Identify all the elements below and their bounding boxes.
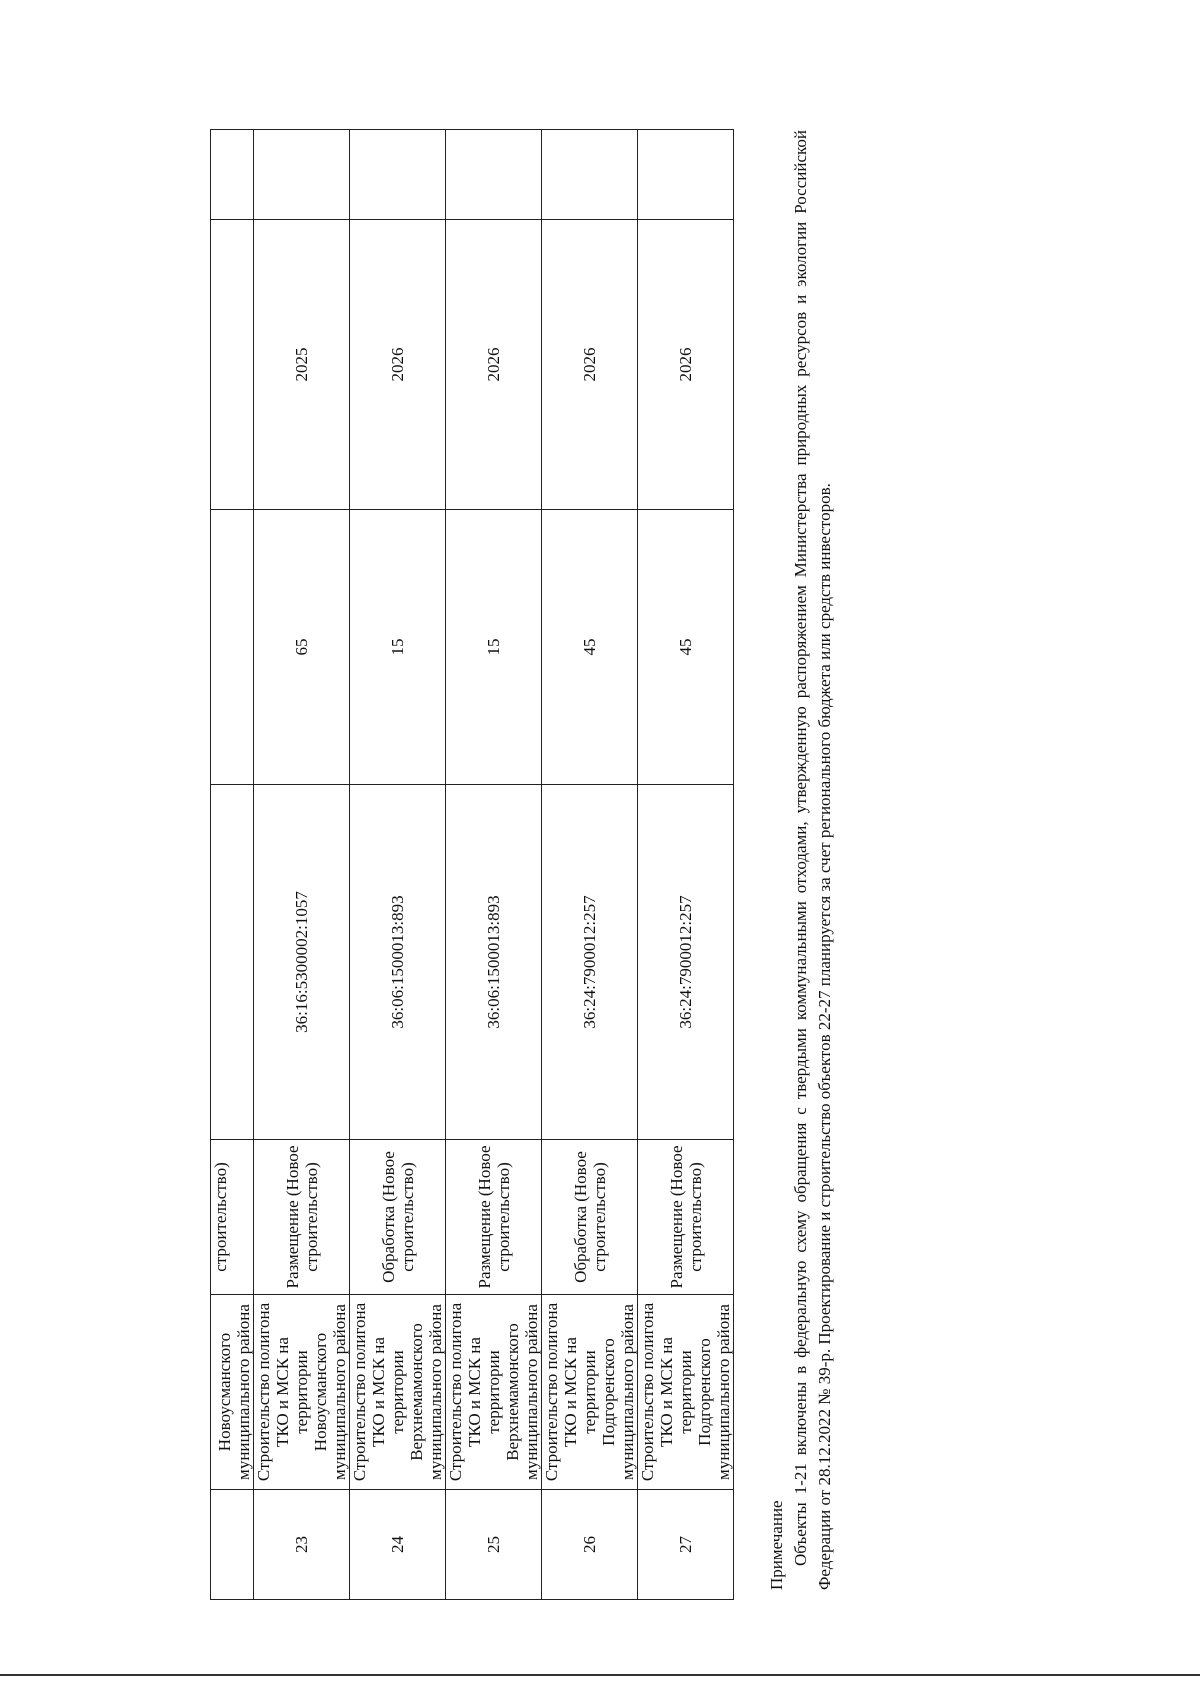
cell-capacity: 65 [254, 510, 350, 785]
cell-num: 24 [350, 1490, 446, 1600]
cell-type: Размещение (Новое строительство) [254, 1140, 350, 1295]
cell-name: Строительство полигона ТКО и МСК на территории Подгоренского муниципального района [542, 1295, 638, 1490]
cell-name: Строительство полигона ТКО и МСК на территории Новоусманского муниципального района [254, 1295, 350, 1490]
cell-type: Обработка (Новое строительство) [350, 1140, 446, 1295]
table-row [638, 130, 734, 1600]
table-row [350, 130, 446, 1600]
cell-cadastral: 36:24:7900012:257 [638, 785, 734, 1140]
scan-edge-line [0, 1674, 1200, 1676]
table-row-continuation [211, 130, 254, 1600]
cell-num: 25 [446, 1490, 542, 1600]
cell-type: Размещение (Новое строительство) [446, 1140, 542, 1295]
cell-extra [542, 130, 638, 220]
cell-cadastral [211, 785, 254, 1140]
cell-extra [211, 130, 254, 220]
cell-capacity: 15 [350, 510, 446, 785]
cell-cadastral: 36:06:1500013:893 [446, 785, 542, 1140]
cell-extra [446, 130, 542, 220]
cell-type: строительство) [211, 1140, 254, 1295]
note-block [765, 130, 837, 1590]
note-text: Объекты 1-21 включены в федеральную схему обращения с твердыми коммунальными отходами, утвержденную распоряжением Министерства природных ресурсов и экологии Российской Федерации от 28.12.2022 № 39-р. Проектирование и строительство объектов 22-27 планируется за счет регионального бюджета или средств инвесторов. [791, 130, 834, 1590]
objects-table [210, 129, 734, 1600]
rotated-page [210, 120, 1190, 1600]
table-row [446, 130, 542, 1600]
cell-year: 2026 [350, 220, 446, 510]
cell-num: 27 [638, 1490, 734, 1600]
cell-year: 2026 [638, 220, 734, 510]
cell-capacity: 15 [446, 510, 542, 785]
cell-year: 2026 [542, 220, 638, 510]
cell-num [211, 1490, 254, 1600]
cell-capacity [211, 510, 254, 785]
cell-cadastral: 36:06:1500013:893 [350, 785, 446, 1140]
cell-capacity: 45 [542, 510, 638, 785]
cell-name: Строительство полигона ТКО и МСК на территории Верхнемамонского муниципального района [446, 1295, 542, 1490]
cell-extra [254, 130, 350, 220]
cell-capacity: 45 [638, 510, 734, 785]
cell-cadastral: 36:16:5300002:1057 [254, 785, 350, 1140]
table-row [542, 130, 638, 1600]
cell-type: Обработка (Новое строительство) [542, 1140, 638, 1295]
cell-year: 2025 [254, 220, 350, 510]
cell-year [211, 220, 254, 510]
cell-cadastral: 36:24:7900012:257 [542, 785, 638, 1140]
cell-extra [638, 130, 734, 220]
cell-name: Строительство полигона ТКО и МСК на территории Верхнемамонского муниципального района [350, 1295, 446, 1490]
cell-name: Строительство полигона ТКО и МСК на территории Подгоренского муниципального района [638, 1295, 734, 1490]
cell-name: Новоусманского муниципального района [211, 1295, 254, 1490]
table-row [254, 130, 350, 1600]
cell-year: 2026 [446, 220, 542, 510]
note-heading: Примечание [767, 1500, 786, 1590]
cell-num: 26 [542, 1490, 638, 1600]
cell-type: Размещение (Новое строительство) [638, 1140, 734, 1295]
cell-num: 23 [254, 1490, 350, 1600]
cell-extra [350, 130, 446, 220]
